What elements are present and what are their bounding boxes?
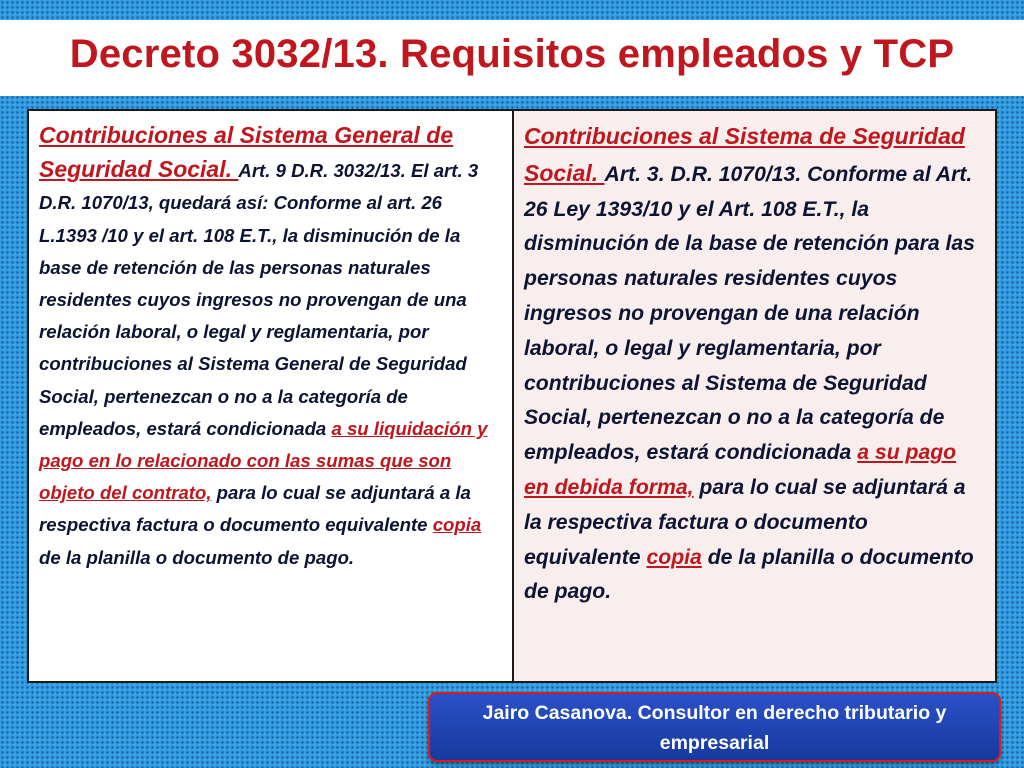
right-cell-text-1: Art. 3. D.R. 1070/13. Conforme al Art. 26 Ley 1393/10 y el Art. 108 E.T., la disminución de la base de retención para las personas naturales residentes cuyos ingresos no provengan de una relación laboral, o legal y reglamentaria, por contribuciones al Sistema de Seguridad Social, pertenezcan o no a la categoría de empleados, estará condicionada (524, 162, 975, 465)
left-cell-highlight-1: a su liquidación y pago en lo relacionado con las sumas que son objeto del contrato, (39, 417, 488, 504)
right-cell-highlight-1: a su pago en debida forma, (524, 441, 957, 499)
comparison-table (27, 109, 997, 683)
author-footer: Jairo Casanova. Consultor en derecho tributario y empresarial (428, 692, 1001, 762)
slide-title: Decreto 3032/13. Requisitos empleados y TCP (69, 32, 955, 76)
left-cell-text-1: Art. 9 D.R. 3032/13. El art. 3 D.R. 1070/13, quedará así: Conforme al art. 26 L.1393 /10 y el art. 108 E.T., la disminución de la base de retención de las personas naturales residentes cuyos ingresos no provengan de una relación laboral, o legal y reglamentaria, por contribuciones al Sistema General de Seguridad Social, pertenezcan o no a la categoría de empleados, estará condicionada (39, 160, 479, 439)
right-cell-highlight-2: copia (646, 545, 702, 569)
right-cell-text-2: para lo cual se adjuntará a la respectiva factura o documento equivalente (524, 475, 966, 569)
right-cell (514, 111, 995, 681)
left-cell-highlight-2: copia (432, 514, 482, 536)
left-cell (29, 111, 514, 681)
left-cell-text-2: para lo cual se adjuntará a la respectiva factura o documento equivalente (39, 482, 471, 536)
right-cell-text-3: de la planilla o documento de pago. (524, 545, 974, 604)
right-cell-heading: Contribuciones al Sistema de Seguridad Social. (524, 123, 965, 186)
left-cell-heading: Contribuciones al Sistema General de Seguridad Social. (39, 122, 454, 183)
left-cell-text-3: de la planilla o documento de pago. (39, 546, 355, 568)
